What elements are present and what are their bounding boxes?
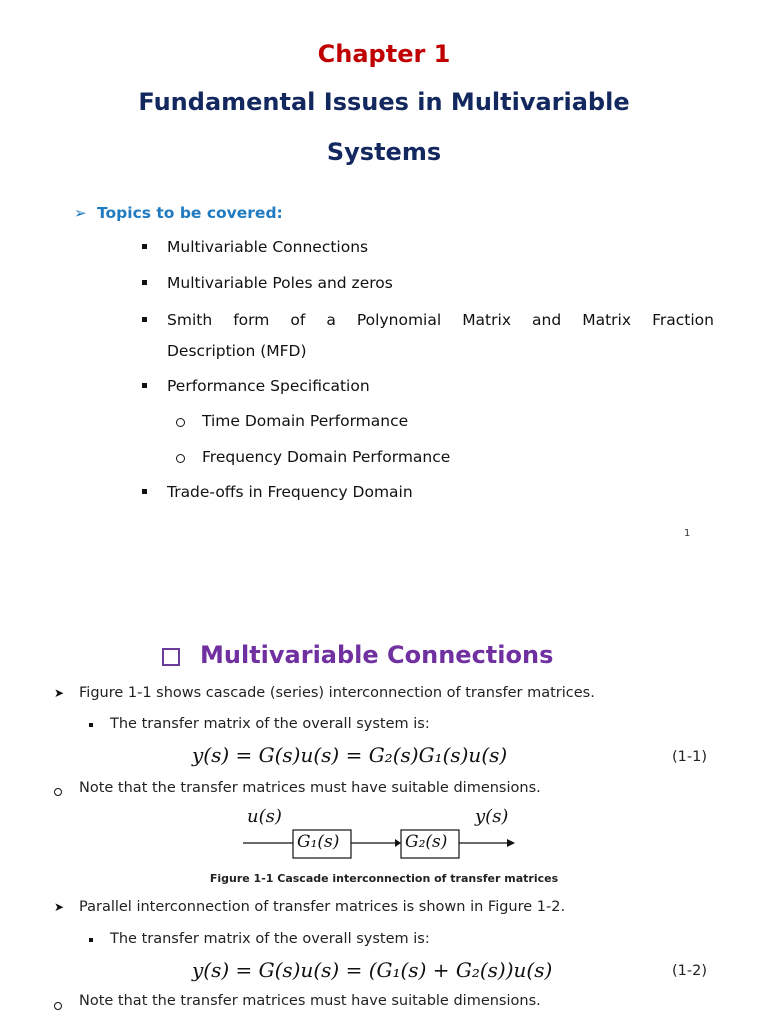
circle-bullet-icon [176,454,185,463]
arrowhead-icon [395,839,401,847]
section-title: Multivariable Connections [200,641,554,669]
word: Matrix [582,311,632,329]
word: a [326,311,336,329]
topic-item: Multivariable Poles and zeros [167,274,393,292]
equation: y(s) = G(s)u(s) = (G₁(s) + G₂(s))u(s) [192,958,553,982]
equation-number: (1-1) [672,749,707,765]
cascade-block-diagram [235,808,535,866]
equation: y(s) = G(s)u(s) = G₂(s)G₁(s)u(s) [192,743,508,767]
topic-item-justified-line [167,311,714,329]
square-bullet-icon [142,280,147,285]
paragraph: Parallel interconnection of transfer matrices is shown in Figure 1-2. [79,899,566,915]
sub-paragraph: The transfer matrix of the overall system is: [110,716,430,732]
arrow-bullet-icon: ➤ [54,900,65,914]
circle-bullet-icon [176,418,185,427]
chapter-title-line-2: Systems [326,138,442,166]
square-bullet-icon [142,317,147,322]
word: Fraction [652,311,714,329]
topic-item: Trade-offs in Frequency Domain [167,483,413,501]
square-bullet-icon [89,723,93,727]
page-number: 1 [684,528,691,539]
arrowhead-icon [507,839,515,847]
circle-bullet-icon [54,788,62,796]
word: and [532,311,562,329]
block-g2-label: G₂(s) [405,832,448,852]
topics-heading: Topics to be covered: [97,204,283,222]
note: Note that the transfer matrices must have suitable dimensions. [79,780,541,796]
arrow-bullet-icon: ➤ [54,686,65,700]
sub-paragraph: The transfer matrix of the overall system is: [110,931,430,947]
input-label: u(s) [247,806,282,827]
output-label: y(s) [475,806,509,827]
sub-topic-item: Time Domain Performance [202,412,409,430]
sub-topic-item: Frequency Domain Performance [202,448,451,466]
equation-number: (1-2) [672,963,707,979]
square-bullet-icon [89,938,93,942]
square-bullet-icon [142,383,147,388]
circle-bullet-icon [54,1002,62,1010]
chapter-title-line-1: Fundamental Issues in Multivariable [138,88,630,116]
word: Polynomial [356,311,442,329]
square-bullet-icon [142,489,147,494]
topic-item-continuation: Description (MFD) [167,342,307,360]
word: Matrix [462,311,511,329]
checkbox-bullet-icon [162,648,180,666]
note: Note that the transfer matrices must have suitable dimensions. [79,993,541,1009]
word: form [233,311,270,329]
arrow-bullet-icon: ➢ [74,204,87,222]
figure-caption: Figure 1-1 Cascade interconnection of transfer matrices [209,872,559,885]
word: Smith [167,311,213,329]
word: of [290,311,306,329]
block-g1-label: G₁(s) [297,832,340,852]
topic-item: Performance Specification [167,377,370,395]
paragraph: Figure 1-1 shows cascade (series) interconnection of transfer matrices. [79,685,595,701]
square-bullet-icon [142,244,147,249]
chapter-heading: Chapter 1 [317,40,451,68]
topic-item: Multivariable Connections [167,238,369,256]
